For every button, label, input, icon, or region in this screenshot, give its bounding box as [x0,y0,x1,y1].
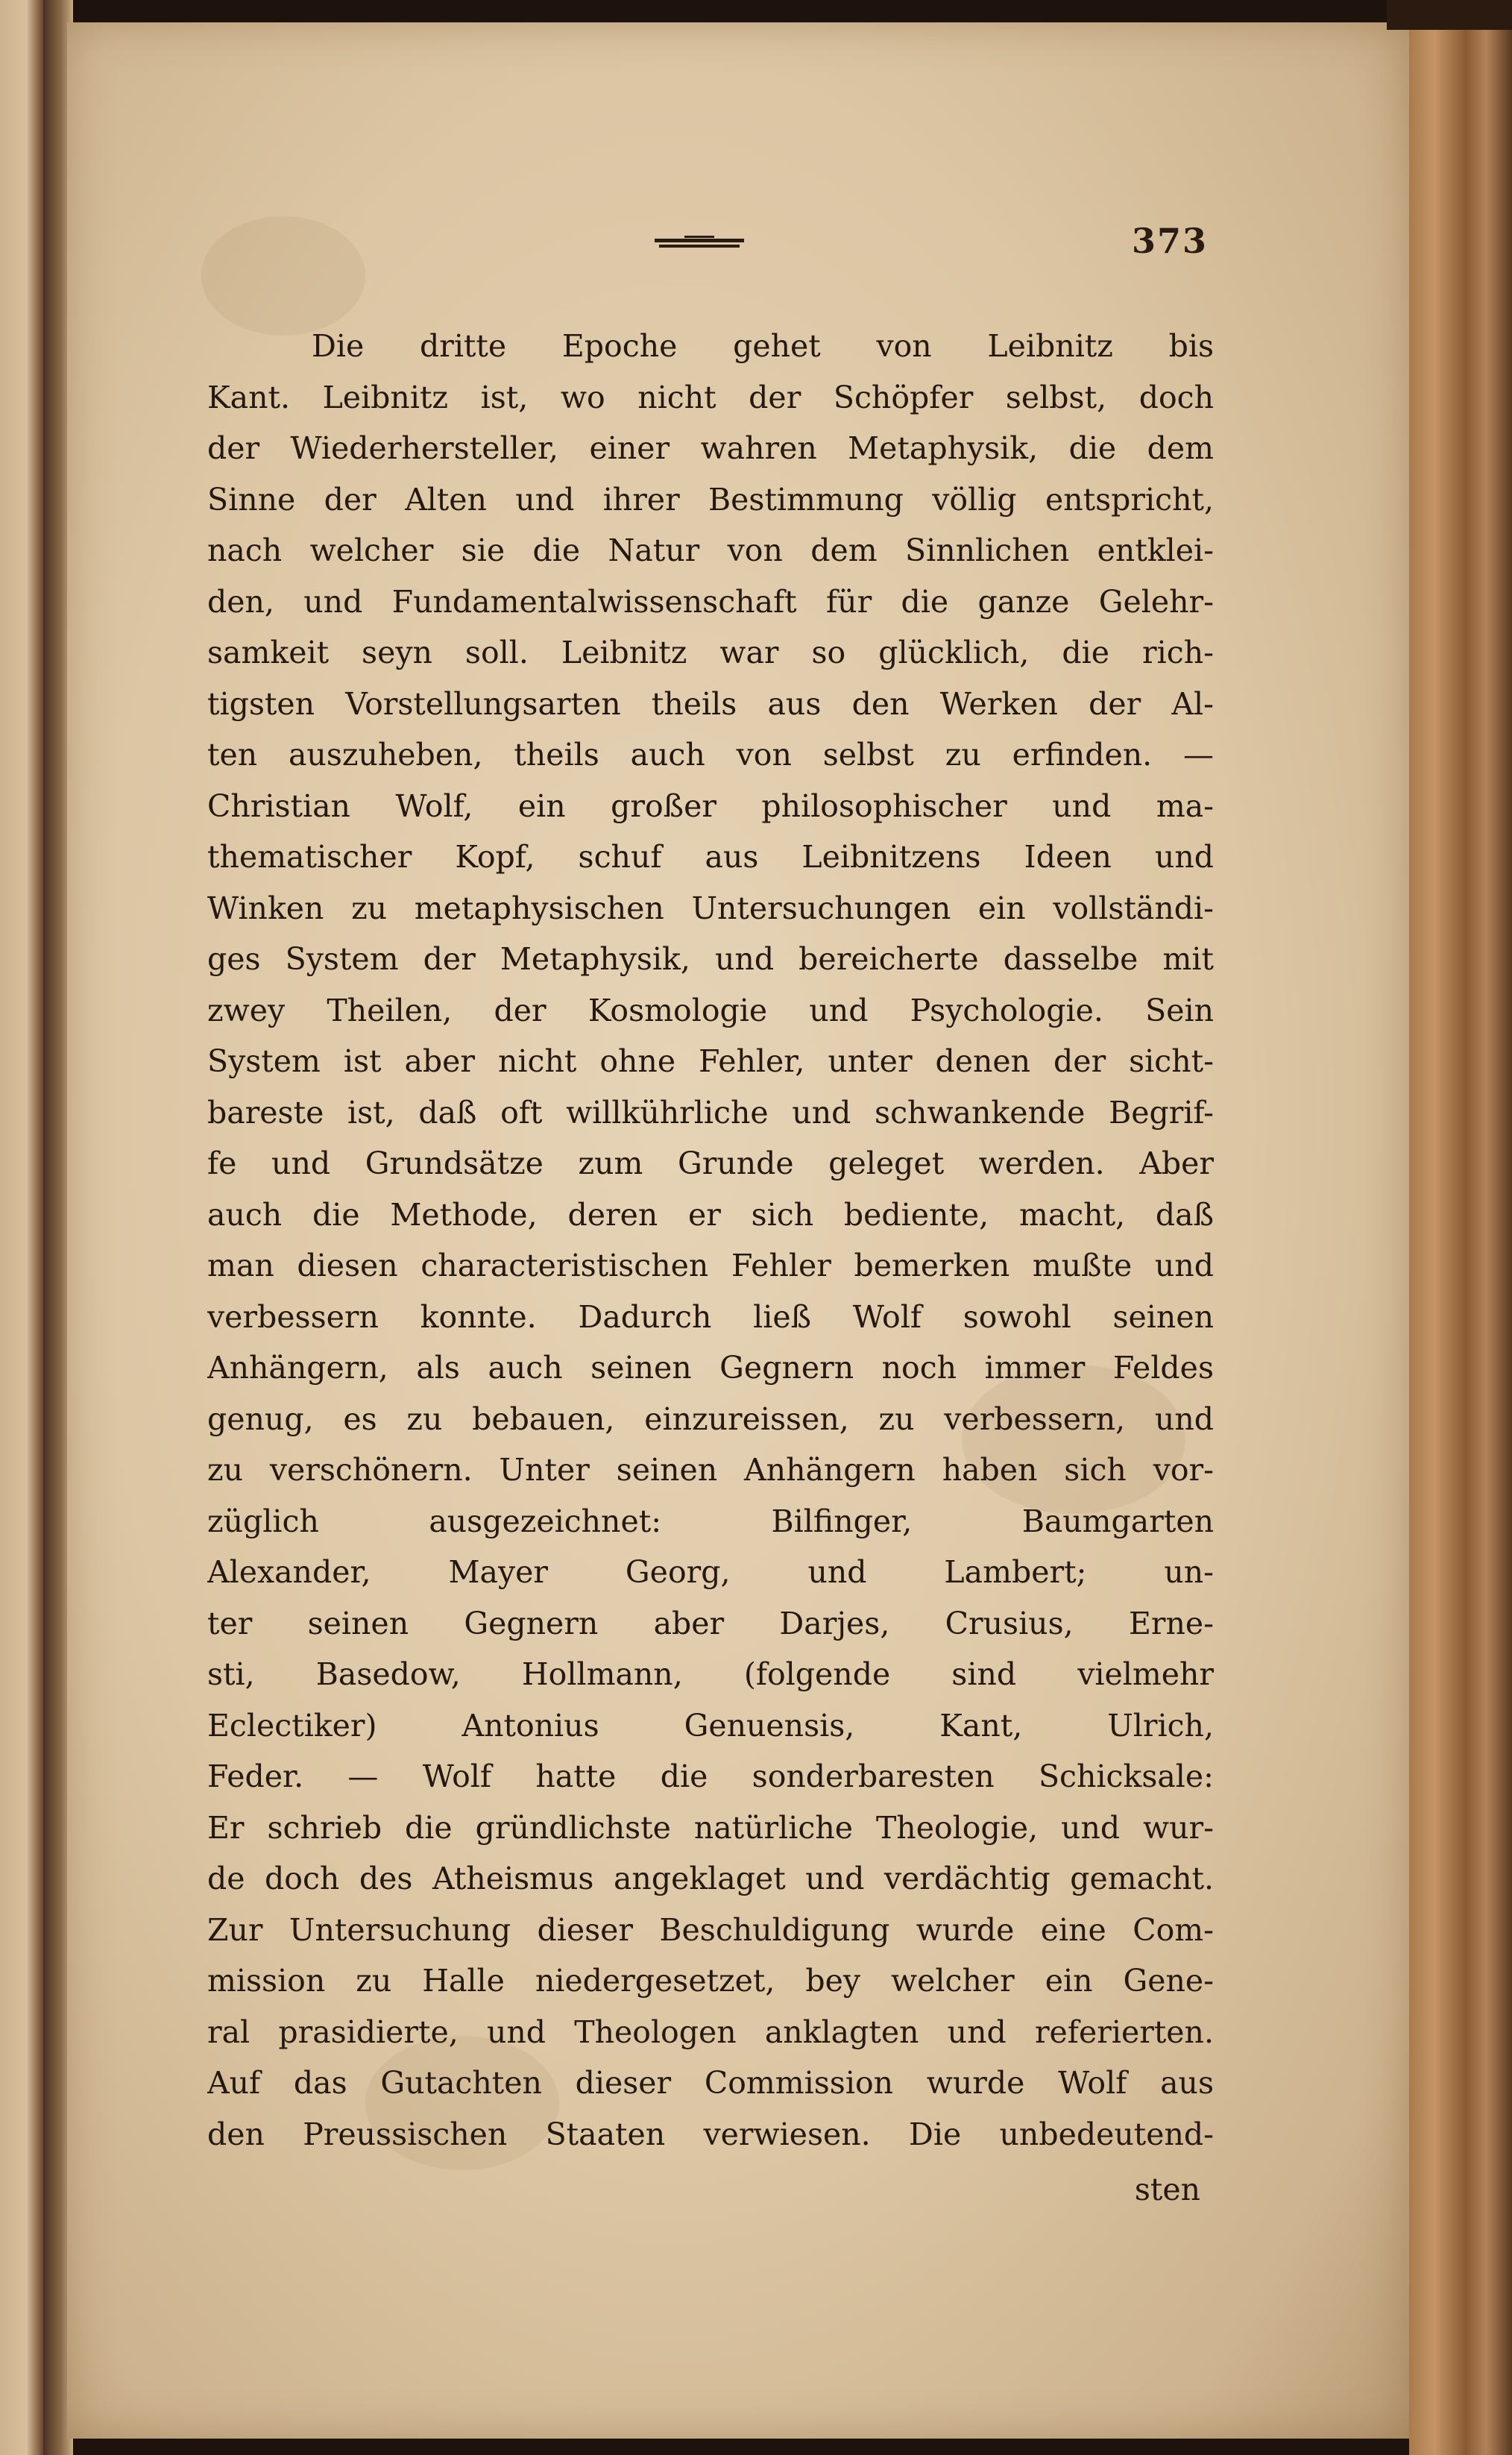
text-line: ten auszuheben, theils auch von selbst zu erfinden. — [207,737,1214,773]
text-line: Sinne der Alten und ihrer Bestimmung völlig entspricht, [207,481,1214,518]
text-line: zwey Theilen, der Kosmologie und Psychologie. Sein [207,992,1214,1028]
text-line: den Preussischen Staaten verwiesen. Die unbedeutend- [207,2116,1214,2152]
text-line: nach welcher sie die Natur von dem Sinnlichen entklei- [207,532,1214,568]
text-line: Anhängern, als auch seinen Gegnern noch immer Feldes [207,1350,1214,1386]
book-cover-edge [1409,0,1512,2455]
paper-stain [201,216,365,336]
page-number: 373 [1131,221,1208,261]
body-text [207,321,1214,2160]
text-line: Eclectiker) Antonius Genuensis, Kant, Ulrich, [207,1707,1214,1744]
text-line: Kant. Leibnitz ist, wo nicht der Schöpfer selbst, doch [207,379,1214,415]
text-line: auch die Methode, deren er sich bediente, macht, daß [207,1196,1214,1233]
text-line: Alexander, Mayer Georg, und Lambert; un- [207,1554,1214,1590]
text-line: Auf das Gutachten dieser Commission wurde Wolf aus [207,2065,1214,2101]
text-line: ges System der Metaphysik, und bereicherte dasselbe mit [207,941,1214,977]
text-line: Feder. — Wolf hatte die sonderbaresten Schicksale: [207,1758,1214,1794]
previous-page-edge [0,0,48,2455]
text-line: thematischer Kopf, schuf aus Leibnitzens Ideen und [207,839,1214,875]
text-line: zu verschönern. Unter seinen Anhängern haben sich vor- [207,1452,1214,1488]
text-line: de doch des Atheismus angeklaget und verdächtig gemacht. [207,1861,1214,1896]
text-line: samkeit seyn soll. Leibnitz war so glücklich, die rich- [207,635,1214,670]
text-line: fe und Grundsätze zum Grunde geleget werden. Aber [207,1145,1214,1181]
text-line: verbessern konnte. Dadurch ließ Wolf sowohl seinen [207,1298,1214,1335]
text-line: System ist aber nicht ohne Fehler, unter denen der sicht- [207,1043,1214,1079]
text-line: Er schrieb die gründlichste natürliche Theologie, und wur- [207,1809,1214,1846]
text-line: genug, es zu bebauen, einzureissen, zu verbessern, und [207,1401,1214,1437]
text-line: ter seinen Gegnern aber Darjes, Crusius, Erne- [207,1605,1214,1641]
text-line: ral prasidierte, und Theologen anklagten und referierten. [207,2014,1214,2050]
text-line: Winken zu metaphysischen Untersuchungen ein vollständi- [207,890,1214,926]
text-line: züglich ausgezeichnet: Bilfinger, Baumgarten [207,1503,1214,1539]
text-line: Zur Untersuchung dieser Beschuldigung wurde eine Com- [207,1911,1214,1948]
text-line: der Wiederhersteller, einer wahren Metaphysik, die dem [207,430,1214,466]
text-line: man diesen characteristischen Fehler bemerken mußte und [207,1248,1214,1283]
text-line: Christian Wolf, ein großer philosophischer und ma- [207,788,1214,824]
book-cover-corner [1387,0,1512,30]
text-line: tigsten Vorstellungsarten theils aus den Werken der Al- [207,685,1214,722]
text-line: Die dritte Epoche gehet von Leibnitz bis [312,328,1214,364]
text-line: sti, Basedow, Hollmann, (folgende sind vielmehr [207,1656,1214,1692]
text-line: den, und Fundamentalwissenschaft für die ganze Gelehr- [207,583,1214,620]
text-line: mission zu Halle niedergesetzet, bey welcher ein Gene- [207,1963,1214,1999]
text-line: bareste ist, daß oft willkührliche und schwankende Begrif- [207,1094,1214,1131]
catchword: sten [1134,2172,1200,2207]
header-ornament-rule [655,236,744,252]
